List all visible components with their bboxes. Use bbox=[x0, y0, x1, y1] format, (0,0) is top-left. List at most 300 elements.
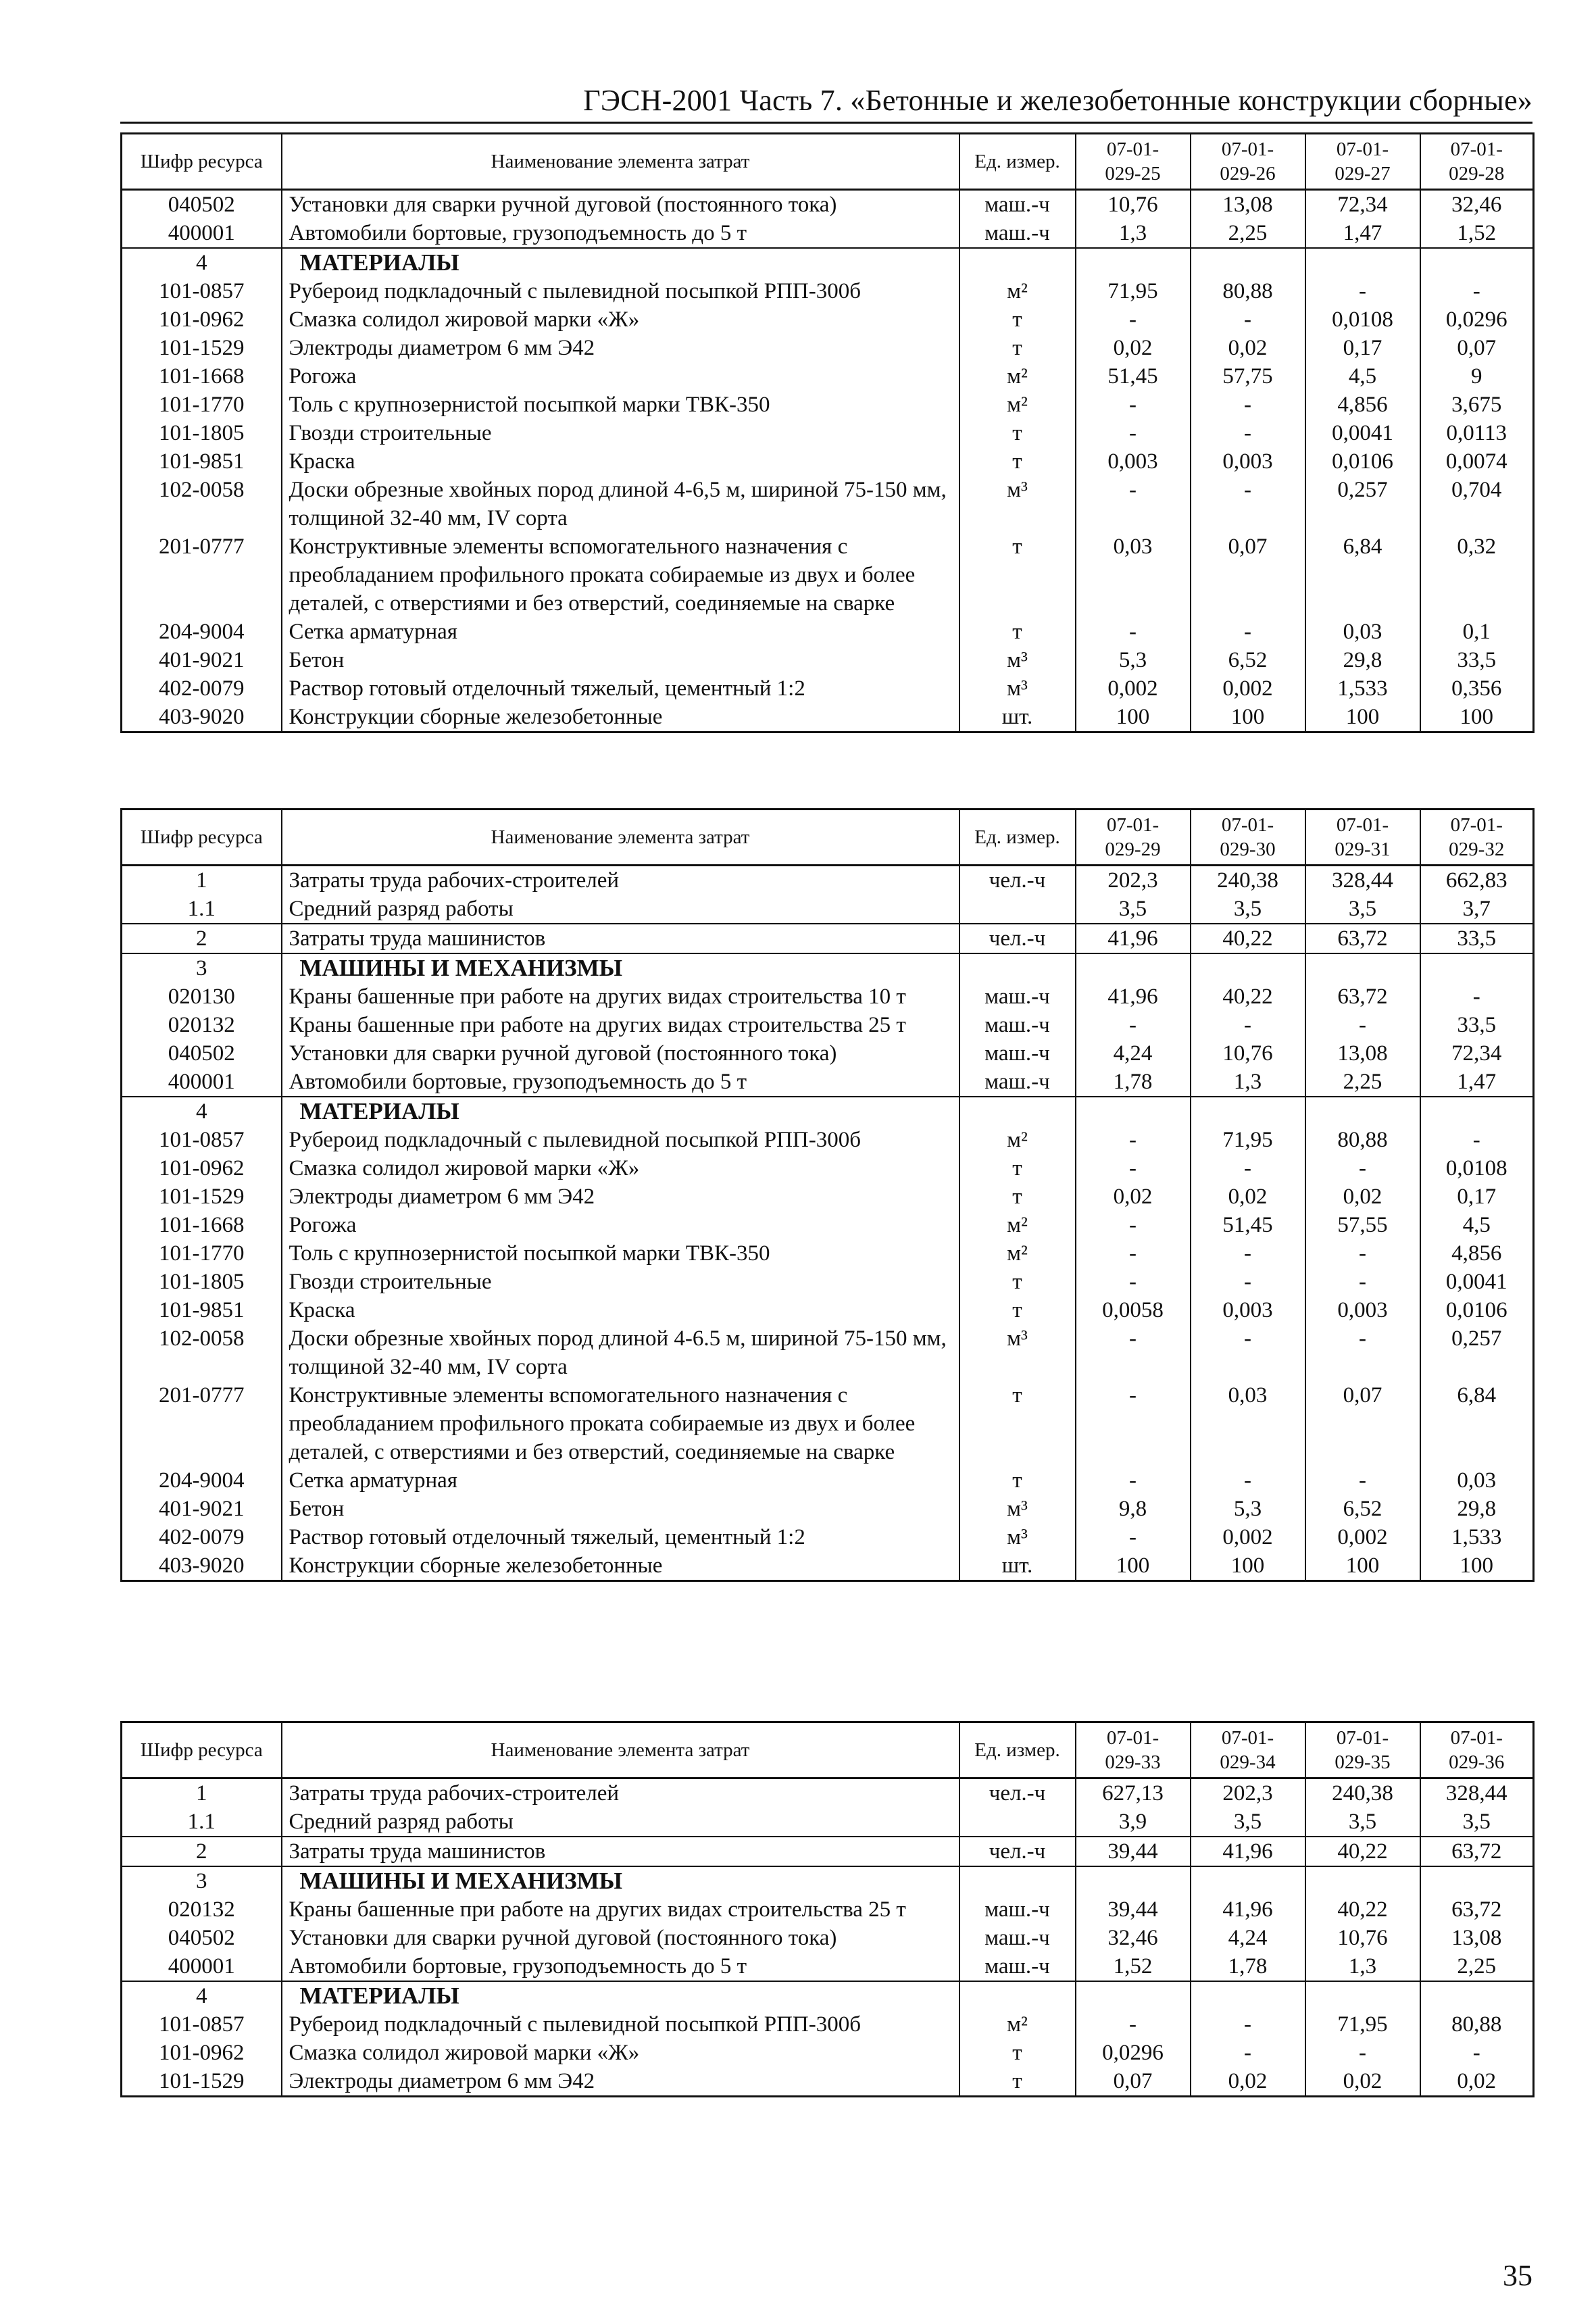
resource-name: Конструкции сборные железобетонные bbox=[282, 1551, 959, 1581]
resource-code: 401-9021 bbox=[122, 646, 282, 674]
norm-value bbox=[1191, 1097, 1305, 1126]
unit: т bbox=[959, 1466, 1076, 1495]
table-row bbox=[122, 618, 1534, 646]
norm-value: 0,0074 bbox=[1420, 447, 1534, 476]
norm-value: - bbox=[1076, 2010, 1191, 2039]
norm-value bbox=[1076, 1866, 1191, 1895]
norm-value: 0,704 bbox=[1420, 476, 1534, 532]
norm-value: 0,002 bbox=[1305, 1523, 1420, 1551]
unit: м³ bbox=[959, 674, 1076, 703]
norm-value: 9 bbox=[1420, 362, 1534, 391]
norm-value: 1,533 bbox=[1305, 674, 1420, 703]
norm-value: 0,02 bbox=[1191, 2067, 1305, 2097]
norm-value: 6,52 bbox=[1305, 1495, 1420, 1523]
norm-value: 0,002 bbox=[1191, 674, 1305, 703]
norm-value: 0,0041 bbox=[1305, 419, 1420, 447]
resource-code: 101-0962 bbox=[122, 2039, 282, 2067]
norm-value bbox=[1191, 953, 1305, 982]
norm-value: - bbox=[1420, 2039, 1534, 2067]
resource-name: Гвозди строительные bbox=[282, 1268, 959, 1296]
norm-value: 29,8 bbox=[1305, 646, 1420, 674]
norm-value bbox=[1305, 953, 1420, 982]
norm-value: 10,76 bbox=[1191, 1039, 1305, 1068]
header-title: ГЭСН-2001 Часть 7. «Бетонные и железобетонные конструкции сборные» bbox=[583, 84, 1532, 117]
norm-value: 240,38 bbox=[1305, 1778, 1420, 1808]
norm-value: 80,88 bbox=[1191, 277, 1305, 305]
table-row bbox=[122, 646, 1534, 674]
norm-value: 0,03 bbox=[1076, 532, 1191, 618]
table-row bbox=[122, 1952, 1534, 1981]
norm-value: - bbox=[1076, 1324, 1191, 1381]
section-title: МАТЕРИАЛЫ bbox=[282, 1981, 959, 2010]
resource-name: Краска bbox=[282, 1296, 959, 1324]
table-row bbox=[122, 277, 1534, 305]
norm-value: 2,25 bbox=[1191, 219, 1305, 248]
resource-name: Конструктивные элементы вспомогательного назначения с преобладанием профильного проката собираемые из двух и более деталей, с отверстиями и без отверстий, соединяемые на сварке bbox=[282, 532, 959, 618]
unit bbox=[959, 1808, 1076, 1837]
norm-value: 0,02 bbox=[1305, 2067, 1420, 2097]
norm-value: - bbox=[1191, 1268, 1305, 1296]
norm-value: - bbox=[1305, 1239, 1420, 1268]
resource-code: 101-0962 bbox=[122, 1154, 282, 1183]
norm-value: 3,7 bbox=[1420, 895, 1534, 924]
unit: чел.-ч bbox=[959, 924, 1076, 953]
unit: маш.-ч bbox=[959, 1924, 1076, 1952]
header-code: Шифр ресурса bbox=[122, 810, 282, 866]
table-row bbox=[122, 362, 1534, 391]
resource-code: 101-1529 bbox=[122, 1183, 282, 1211]
norm-value: - bbox=[1076, 1011, 1191, 1039]
norm-value: 57,75 bbox=[1191, 362, 1305, 391]
table-row bbox=[122, 1381, 1534, 1466]
table-row bbox=[122, 1523, 1534, 1551]
unit: м² bbox=[959, 1126, 1076, 1154]
unit: м² bbox=[959, 1239, 1076, 1268]
section-title: МАТЕРИАЛЫ bbox=[282, 1097, 959, 1126]
norm-value: 63,72 bbox=[1420, 1837, 1534, 1866]
norm-value: - bbox=[1076, 1126, 1191, 1154]
norm-value bbox=[1420, 1981, 1534, 2010]
resource-code: 4 bbox=[122, 1097, 282, 1126]
resource-code: 3 bbox=[122, 1866, 282, 1895]
norm-value: 40,22 bbox=[1305, 1895, 1420, 1924]
norm-value: 33,5 bbox=[1420, 924, 1534, 953]
norm-value: 39,44 bbox=[1076, 1837, 1191, 1866]
table-row bbox=[122, 1068, 1534, 1097]
unit: шт. bbox=[959, 1551, 1076, 1581]
norm-value: 0,0041 bbox=[1420, 1268, 1534, 1296]
norm-value: 2,25 bbox=[1305, 1068, 1420, 1097]
unit bbox=[959, 895, 1076, 924]
norm-value: 1,3 bbox=[1305, 1952, 1420, 1981]
unit bbox=[959, 953, 1076, 982]
resource-code: 201-0777 bbox=[122, 532, 282, 618]
resource-code: 1.1 bbox=[122, 1808, 282, 1837]
section-title: МАШИНЫ И МЕХАНИЗМЫ bbox=[282, 953, 959, 982]
norm-value: 1,52 bbox=[1076, 1952, 1191, 1981]
table-row bbox=[122, 476, 1534, 532]
resource-name: Затраты труда машинистов bbox=[282, 924, 959, 953]
unit: т bbox=[959, 1296, 1076, 1324]
resource-name: Затраты труда рабочих-строителей bbox=[282, 1778, 959, 1808]
norm-value: 0,0296 bbox=[1076, 2039, 1191, 2067]
header-norm-code: 07-01- 029-33 bbox=[1076, 1722, 1191, 1778]
resource-code: 402-0079 bbox=[122, 1523, 282, 1551]
table-row bbox=[122, 1551, 1534, 1581]
norm-value: 3,5 bbox=[1191, 1808, 1305, 1837]
unit: м³ bbox=[959, 646, 1076, 674]
resource-code: 101-0857 bbox=[122, 277, 282, 305]
norm-value: 0,0106 bbox=[1305, 447, 1420, 476]
norm-value: - bbox=[1191, 1154, 1305, 1183]
norm-value bbox=[1305, 1981, 1420, 2010]
norm-value: 100 bbox=[1305, 703, 1420, 732]
resource-name: Краска bbox=[282, 447, 959, 476]
norm-value: 100 bbox=[1076, 703, 1191, 732]
table-row bbox=[122, 1324, 1534, 1381]
resource-name: Доски обрезные хвойных пород длиной 4-6,5 м, шириной 75-150 мм, толщиной 32-40 мм, IV сорта bbox=[282, 476, 959, 532]
table-row bbox=[122, 1183, 1534, 1211]
norm-value: 2,25 bbox=[1420, 1952, 1534, 1981]
norm-value: 4,24 bbox=[1191, 1924, 1305, 1952]
norm-value: - bbox=[1305, 1011, 1420, 1039]
unit: м³ bbox=[959, 476, 1076, 532]
norm-value: - bbox=[1305, 1154, 1420, 1183]
unit: т bbox=[959, 2067, 1076, 2097]
norm-value: - bbox=[1305, 1466, 1420, 1495]
norm-value: 33,5 bbox=[1420, 1011, 1534, 1039]
norm-value: 0,0113 bbox=[1420, 419, 1534, 447]
norm-value: 71,95 bbox=[1305, 2010, 1420, 2039]
section-row bbox=[122, 953, 1534, 982]
unit: м³ bbox=[959, 1495, 1076, 1523]
unit bbox=[959, 1097, 1076, 1126]
norm-value: 39,44 bbox=[1076, 1895, 1191, 1924]
resource-name: Толь с крупнозернистой посыпкой марки ТВК-350 bbox=[282, 391, 959, 419]
norm-value bbox=[1305, 1866, 1420, 1895]
resource-name: Раствор готовый отделочный тяжелый, цементный 1:2 bbox=[282, 674, 959, 703]
norm-value: 0,03 bbox=[1305, 618, 1420, 646]
norm-value: - bbox=[1076, 305, 1191, 334]
unit: м³ bbox=[959, 1324, 1076, 1381]
resource-name: Автомобили бортовые, грузоподъемность до 5 т bbox=[282, 1952, 959, 1981]
norm-value: 6,52 bbox=[1191, 646, 1305, 674]
header-norm-code: 07-01- 029-25 bbox=[1076, 134, 1191, 190]
norm-value: 29,8 bbox=[1420, 1495, 1534, 1523]
resource-name: Рубероид подкладочный с пылевидной посыпкой РПП-300б bbox=[282, 277, 959, 305]
table-row bbox=[122, 1126, 1534, 1154]
norm-value: 5,3 bbox=[1076, 646, 1191, 674]
norm-value: 328,44 bbox=[1305, 866, 1420, 895]
resource-code: 101-1805 bbox=[122, 419, 282, 447]
unit: м³ bbox=[959, 1523, 1076, 1551]
section-title: МАТЕРИАЛЫ bbox=[282, 248, 959, 277]
header-norm-code: 07-01- 029-27 bbox=[1305, 134, 1420, 190]
resource-code: 101-1770 bbox=[122, 1239, 282, 1268]
norm-value: 100 bbox=[1191, 1551, 1305, 1581]
section-row bbox=[122, 1866, 1534, 1895]
resource-name: Краны башенные при работе на других видах строительства 10 т bbox=[282, 982, 959, 1011]
header-norm-code: 07-01- 029-31 bbox=[1305, 810, 1420, 866]
norm-value: 10,76 bbox=[1305, 1924, 1420, 1952]
table-row bbox=[122, 2010, 1534, 2039]
unit: т bbox=[959, 419, 1076, 447]
section-row bbox=[122, 248, 1534, 277]
resource-code: 101-1770 bbox=[122, 391, 282, 419]
resource-name: Средний разряд работы bbox=[282, 895, 959, 924]
resource-code: 101-9851 bbox=[122, 447, 282, 476]
resource-name: Конструкции сборные железобетонные bbox=[282, 703, 959, 732]
norm-value: 5,3 bbox=[1191, 1495, 1305, 1523]
norm-value: 13,08 bbox=[1191, 190, 1305, 220]
norm-value: - bbox=[1191, 391, 1305, 419]
table-row bbox=[122, 532, 1534, 618]
header-norm-code: 07-01- 029-29 bbox=[1076, 810, 1191, 866]
header-unit: Ед. измер. bbox=[959, 134, 1076, 190]
unit: маш.-ч bbox=[959, 1895, 1076, 1924]
resource-code: 201-0777 bbox=[122, 1381, 282, 1466]
norm-value: 0,0108 bbox=[1305, 305, 1420, 334]
norm-value: 1,78 bbox=[1076, 1068, 1191, 1097]
resource-code: 102-0058 bbox=[122, 1324, 282, 1381]
norm-value: 100 bbox=[1420, 1551, 1534, 1581]
resource-name: Смазка солидол жировой марки «Ж» bbox=[282, 1154, 959, 1183]
resource-name: Рогожа bbox=[282, 362, 959, 391]
norm-value: 100 bbox=[1305, 1551, 1420, 1581]
norm-value: 0,0106 bbox=[1420, 1296, 1534, 1324]
resource-name: Средний разряд работы bbox=[282, 1808, 959, 1837]
table-header-row bbox=[122, 134, 1534, 190]
norm-value: 0,356 bbox=[1420, 674, 1534, 703]
norm-value: 63,72 bbox=[1305, 982, 1420, 1011]
resource-code: 2 bbox=[122, 924, 282, 953]
unit: шт. bbox=[959, 703, 1076, 732]
resource-name: Автомобили бортовые, грузоподъемность до 5 т bbox=[282, 219, 959, 248]
norm-value: - bbox=[1076, 1239, 1191, 1268]
norm-value: - bbox=[1191, 1239, 1305, 1268]
norm-value: 0,07 bbox=[1305, 1381, 1420, 1466]
norm-value bbox=[1076, 248, 1191, 277]
table-row bbox=[122, 1837, 1534, 1866]
resource-code: 4 bbox=[122, 1981, 282, 2010]
norm-value: - bbox=[1420, 1126, 1534, 1154]
norm-value: 1,52 bbox=[1420, 219, 1534, 248]
header-norm-code: 07-01- 029-30 bbox=[1191, 810, 1305, 866]
norm-value: 3,5 bbox=[1191, 895, 1305, 924]
norm-value: 13,08 bbox=[1305, 1039, 1420, 1068]
norm-value bbox=[1191, 1866, 1305, 1895]
resource-name: Краны башенные при работе на других видах строительства 25 т bbox=[282, 1895, 959, 1924]
unit: т bbox=[959, 618, 1076, 646]
norm-value: 100 bbox=[1191, 703, 1305, 732]
resource-code: 1 bbox=[122, 1778, 282, 1808]
norm-value: 80,88 bbox=[1420, 2010, 1534, 2039]
table-row bbox=[122, 1466, 1534, 1495]
norm-value: 4,24 bbox=[1076, 1039, 1191, 1068]
table-row bbox=[122, 219, 1534, 248]
unit: маш.-ч bbox=[959, 982, 1076, 1011]
norm-value bbox=[1076, 1981, 1191, 2010]
norm-value: 3,675 bbox=[1420, 391, 1534, 419]
norm-value: 63,72 bbox=[1420, 1895, 1534, 1924]
norm-value: 0,1 bbox=[1420, 618, 1534, 646]
resource-table-1 bbox=[120, 132, 1535, 733]
table-row bbox=[122, 190, 1534, 220]
resource-name: Рубероид подкладочный с пылевидной посыпкой РПП-300б bbox=[282, 1126, 959, 1154]
resource-code: 101-1529 bbox=[122, 334, 282, 362]
norm-value: 41,96 bbox=[1191, 1837, 1305, 1866]
resource-name: Затраты труда машинистов bbox=[282, 1837, 959, 1866]
resource-code: 1.1 bbox=[122, 895, 282, 924]
norm-value: 0,02 bbox=[1191, 334, 1305, 362]
unit: т bbox=[959, 2039, 1076, 2067]
unit: м² bbox=[959, 277, 1076, 305]
table-row bbox=[122, 982, 1534, 1011]
norm-value: 1,47 bbox=[1420, 1068, 1534, 1097]
header-norm-code: 07-01- 029-36 bbox=[1420, 1722, 1534, 1778]
resource-name: Доски обрезные хвойных пород длиной 4-6.5 м, шириной 75-150 мм, толщиной 32-40 мм, IV сорта bbox=[282, 1324, 959, 1381]
unit: маш.-ч bbox=[959, 1068, 1076, 1097]
norm-value: - bbox=[1191, 1324, 1305, 1381]
table-row bbox=[122, 1211, 1534, 1239]
resource-code: 102-0058 bbox=[122, 476, 282, 532]
header-norm-code: 07-01- 029-34 bbox=[1191, 1722, 1305, 1778]
resource-code: 020132 bbox=[122, 1895, 282, 1924]
norm-value: 0,003 bbox=[1076, 447, 1191, 476]
resource-name: Раствор готовый отделочный тяжелый, цементный 1:2 bbox=[282, 1523, 959, 1551]
norm-value: - bbox=[1191, 476, 1305, 532]
norm-value: 63,72 bbox=[1305, 924, 1420, 953]
resource-name: Сетка арматурная bbox=[282, 618, 959, 646]
norm-value bbox=[1420, 248, 1534, 277]
norm-value: - bbox=[1076, 1523, 1191, 1551]
norm-value: - bbox=[1191, 1011, 1305, 1039]
table-row bbox=[122, 1808, 1534, 1837]
resource-name: Рогожа bbox=[282, 1211, 959, 1239]
unit: чел.-ч bbox=[959, 1837, 1076, 1866]
unit: м² bbox=[959, 1211, 1076, 1239]
norm-value bbox=[1076, 953, 1191, 982]
norm-value: 32,46 bbox=[1076, 1924, 1191, 1952]
unit bbox=[959, 248, 1076, 277]
header-name: Наименование элемента затрат bbox=[282, 810, 959, 866]
section-row bbox=[122, 1097, 1534, 1126]
norm-value: 13,08 bbox=[1420, 1924, 1534, 1952]
norm-value: 71,95 bbox=[1076, 277, 1191, 305]
resource-code: 101-1529 bbox=[122, 2067, 282, 2097]
norm-value: 51,45 bbox=[1191, 1211, 1305, 1239]
resource-code: 101-1805 bbox=[122, 1268, 282, 1296]
resource-code: 101-0962 bbox=[122, 305, 282, 334]
norm-value: 40,22 bbox=[1191, 924, 1305, 953]
resource-name: Установки для сварки ручной дуговой (постоянного тока) bbox=[282, 190, 959, 220]
norm-value: 1,78 bbox=[1191, 1952, 1305, 1981]
norm-value: - bbox=[1076, 476, 1191, 532]
resource-code: 4 bbox=[122, 248, 282, 277]
norm-value: - bbox=[1305, 2039, 1420, 2067]
norm-value: 0,0296 bbox=[1420, 305, 1534, 334]
norm-value: 0,17 bbox=[1305, 334, 1420, 362]
resource-name: Смазка солидол жировой марки «Ж» bbox=[282, 2039, 959, 2067]
resource-code: 040502 bbox=[122, 1924, 282, 1952]
norm-value: 0,003 bbox=[1191, 1296, 1305, 1324]
norm-value: 202,3 bbox=[1191, 1778, 1305, 1808]
unit: т bbox=[959, 1154, 1076, 1183]
unit: маш.-ч bbox=[959, 219, 1076, 248]
norm-value: 3,9 bbox=[1076, 1808, 1191, 1837]
norm-value: 40,22 bbox=[1191, 982, 1305, 1011]
norm-value bbox=[1076, 1097, 1191, 1126]
table-row bbox=[122, 447, 1534, 476]
resource-code: 402-0079 bbox=[122, 674, 282, 703]
table-row bbox=[122, 419, 1534, 447]
norm-value: - bbox=[1076, 1154, 1191, 1183]
unit: м² bbox=[959, 362, 1076, 391]
table-row bbox=[122, 895, 1534, 924]
norm-value bbox=[1420, 953, 1534, 982]
resource-code: 101-1668 bbox=[122, 362, 282, 391]
norm-value: 0,257 bbox=[1420, 1324, 1534, 1381]
norm-value: 3,5 bbox=[1305, 895, 1420, 924]
unit: т bbox=[959, 1381, 1076, 1466]
resource-name: Рубероид подкладочный с пылевидной посыпкой РПП-300б bbox=[282, 2010, 959, 2039]
norm-value: 9,8 bbox=[1076, 1495, 1191, 1523]
norm-value: 1,47 bbox=[1305, 219, 1420, 248]
unit: т bbox=[959, 305, 1076, 334]
header-unit: Ед. измер. bbox=[959, 810, 1076, 866]
resource-code: 204-9004 bbox=[122, 618, 282, 646]
norm-value: 1,533 bbox=[1420, 1523, 1534, 1551]
header-norm-code: 07-01- 029-32 bbox=[1420, 810, 1534, 866]
norm-value: 0,02 bbox=[1076, 334, 1191, 362]
section-title: МАШИНЫ И МЕХАНИЗМЫ bbox=[282, 1866, 959, 1895]
norm-value bbox=[1420, 1097, 1534, 1126]
resource-code: 401-9021 bbox=[122, 1495, 282, 1523]
norm-value: 0,02 bbox=[1191, 1183, 1305, 1211]
norm-value: - bbox=[1420, 277, 1534, 305]
norm-value: 202,3 bbox=[1076, 866, 1191, 895]
unit bbox=[959, 1866, 1076, 1895]
norm-value: 0,0108 bbox=[1420, 1154, 1534, 1183]
norm-value: - bbox=[1076, 419, 1191, 447]
table-row bbox=[122, 1895, 1534, 1924]
norm-value: - bbox=[1076, 1381, 1191, 1466]
unit: т bbox=[959, 1183, 1076, 1211]
table-row bbox=[122, 924, 1534, 953]
norm-value: 3,5 bbox=[1076, 895, 1191, 924]
resource-name: Автомобили бортовые, грузоподъемность до 5 т bbox=[282, 1068, 959, 1097]
norm-value: 0,32 bbox=[1420, 532, 1534, 618]
unit bbox=[959, 1981, 1076, 2010]
norm-value: 0,07 bbox=[1420, 334, 1534, 362]
norm-value: 0,002 bbox=[1191, 1523, 1305, 1551]
norm-value: - bbox=[1191, 2010, 1305, 2039]
table-row bbox=[122, 866, 1534, 895]
norm-value: 41,96 bbox=[1191, 1895, 1305, 1924]
resource-code: 040502 bbox=[122, 190, 282, 220]
resource-code: 040502 bbox=[122, 1039, 282, 1068]
resource-code: 020130 bbox=[122, 982, 282, 1011]
norm-value: 0,02 bbox=[1420, 2067, 1534, 2097]
table-row bbox=[122, 2039, 1534, 2067]
table-row bbox=[122, 2067, 1534, 2097]
norm-value: 6,84 bbox=[1420, 1381, 1534, 1466]
resource-name: Электроды диаметром 6 мм Э42 bbox=[282, 2067, 959, 2097]
resource-code: 101-0857 bbox=[122, 1126, 282, 1154]
norm-value bbox=[1420, 1866, 1534, 1895]
norm-value: 71,95 bbox=[1191, 1126, 1305, 1154]
norm-value: 10,76 bbox=[1076, 190, 1191, 220]
